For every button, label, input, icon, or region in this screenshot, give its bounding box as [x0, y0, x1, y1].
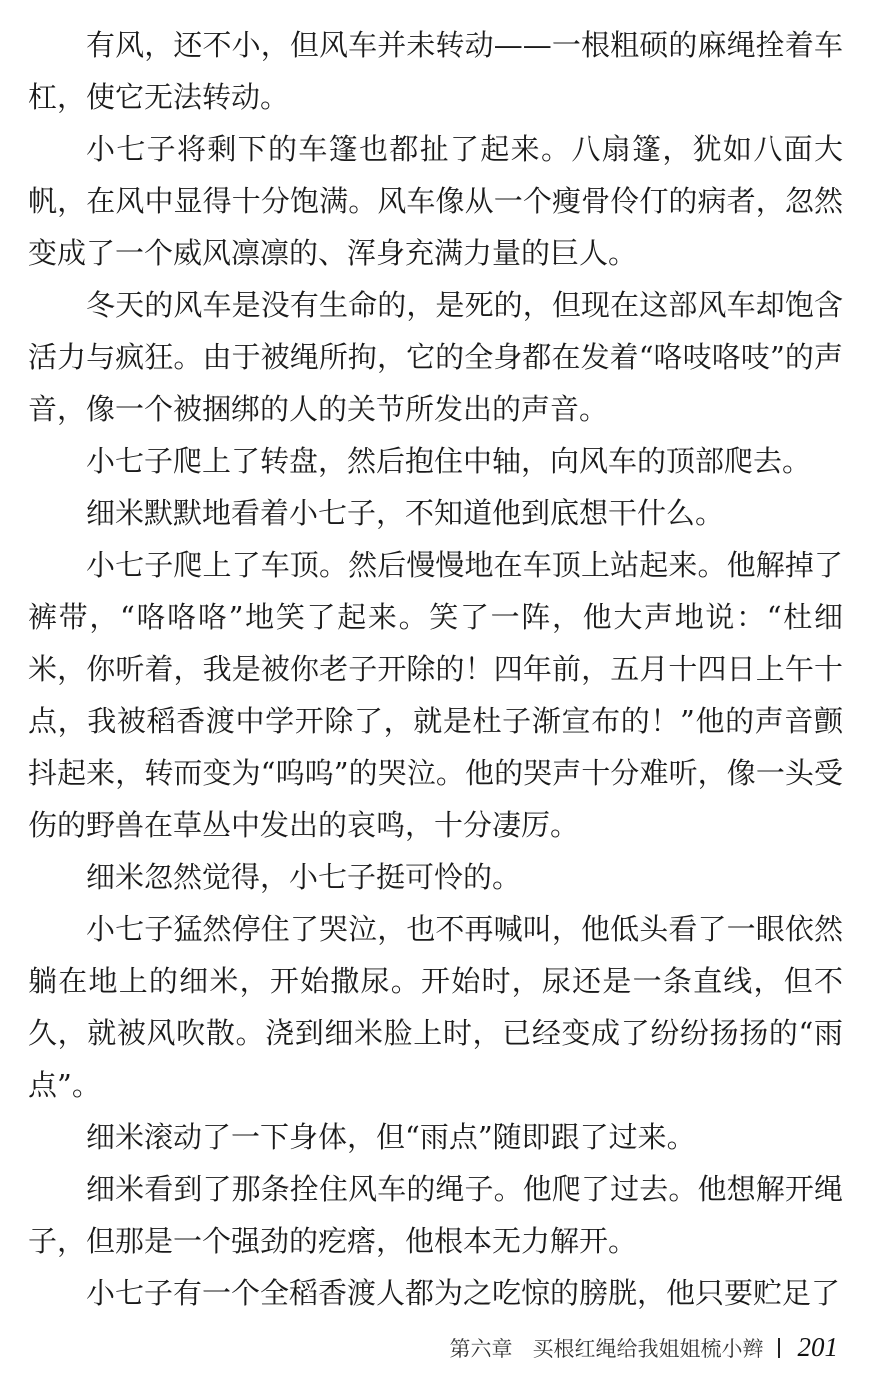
paragraph: 细米看到了那条拴住风车的绳子。他爬了过去。他想解开绳子，但那是一个强劲的疙瘩，他根本无力解开。	[28, 1172, 843, 1258]
paragraph: 小七子爬上了车顶。然后慢慢地在车顶上站起来。他解掉了裤带，“咯咯咯”地笑了起来。笑了一阵，他大声地说：“杜细米，你听着，我是被你老子开除的！四年前，五月十四日上午十点，我被稻香渡中学开除了，就是杜子渐宣布的！”他的声音颤抖起来，转而变为“呜呜”的哭泣。他的哭声十分难听，像一头受伤的野兽在草丛中发出的哀鸣，十分凄厉。	[28, 548, 843, 842]
paragraph: 细米忽然觉得，小七子挺可怜的。	[86, 860, 522, 894]
paragraph: 细米滚动了一下身体，但“雨点”随即跟了过来。	[86, 1120, 696, 1154]
paragraph: 小七子将剩下的车篷也都扯了起来。八扇篷，犹如八面大帆，在风中显得十分饱满。风车像从一个瘦骨伶仃的病者，忽然变成了一个威风凛凛的、浑身充满力量的巨人。	[28, 132, 843, 270]
chapter-title: 买根红绳给我姐姐梳小辫	[532, 1336, 764, 1361]
chapter-label: 第六章	[449, 1336, 513, 1361]
paragraph: 小七子猛然停住了哭泣，也不再喊叫，他低头看了一眼依然躺在地上的细米，开始撒尿。开始时，尿还是一条直线，但不久，就被风吹散。浇到细米脸上时，已经变成了纷纷扬扬的“雨点”。	[28, 912, 843, 1102]
footer-divider	[778, 1338, 780, 1358]
paragraph: 小七子爬上了转盘，然后抱住中轴，向风车的顶部爬去。	[86, 444, 812, 478]
paragraph: 有风，还不小，但风车并未转动——一根粗硕的麻绳拴着车杠，使它无法转动。	[28, 28, 843, 114]
page-body	[28, 19, 843, 1319]
running-footer	[450, 1332, 839, 1363]
paragraph: 冬天的风车是没有生命的，是死的，但现在这部风车却饱含活力与疯狂。由于被绳所拘，它的全身都在发着“咯吱咯吱”的声音，像一个被捆绑的人的关节所发出的声音。	[28, 288, 843, 426]
paragraph: 细米默默地看着小七子，不知道他到底想干什么。	[86, 496, 725, 530]
paragraph: 小七子有一个全稻香渡人都为之吃惊的膀胱，他只要贮足了	[86, 1276, 841, 1310]
page-number: 201	[797, 1332, 838, 1362]
